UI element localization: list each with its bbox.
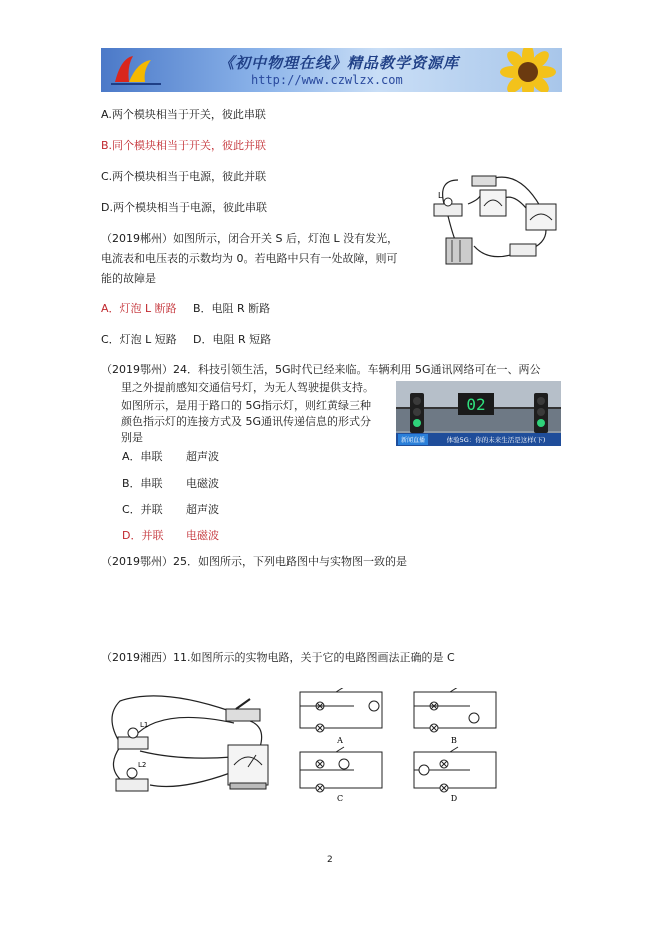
ezhou24-option-c-answer: 超声波	[186, 503, 219, 516]
header-banner	[101, 48, 562, 92]
question-ezhou24-line3: 如图所示，是用于路口的 5G指示灯，则红黄绿三种	[121, 399, 372, 412]
question-ezhou24-line1: （2019鄂州）24．科技引领生活，5G时代已经来临。车辆利用 5G通讯网络可在一、两公	[101, 363, 541, 376]
question-ezhou24-line4: 颜色指示灯的连接方式及 5G通讯传递信息的形式分	[121, 415, 372, 428]
diagram-label-d: D	[450, 794, 458, 803]
ezhou24-option-b-answer: 电磁波	[186, 477, 219, 490]
question-chenzhou-line3: 能的故障是	[101, 272, 156, 285]
resistor-icon	[510, 244, 536, 256]
traffic-light-photo	[396, 381, 561, 446]
question-xiangxi: （2019湘西）11.如图所示的实物电路，关于它的电路图画法正确的是 C	[101, 651, 455, 664]
option-a: A.两个模块相当于开关，彼此串联	[101, 108, 266, 121]
sunflower-icon	[488, 48, 558, 92]
chenzhou-option-c: C．灯泡 L 短路	[101, 333, 177, 346]
battery-icon	[446, 238, 472, 264]
photo-caption: 体验5G：你的未来生活是这样(下)	[446, 436, 546, 444]
question-ezhou24-line5: 别是	[121, 431, 143, 444]
circuit-diagrams-xiangxi	[294, 688, 504, 803]
diagram-label-b: B	[451, 736, 457, 745]
lamp-base-icon	[116, 779, 148, 791]
countdown-number: 02	[466, 395, 486, 414]
switch-icon	[226, 709, 260, 721]
ezhou24-option-d-letter: D．并联	[122, 529, 164, 542]
ezhou24-option-c-letter: C．并联	[122, 503, 163, 516]
banner-url[interactable]: http://www.czwlzx.com	[251, 73, 403, 87]
diagram-label-c: C	[336, 794, 344, 803]
question-ezhou24-line2: 里之外提前感知交通信号灯，为无人驾驶提供支持。	[121, 381, 374, 394]
ezhou24-option-a-answer: 超声波	[186, 450, 219, 463]
lamp-label-L1: L1	[140, 721, 149, 729]
lamp-L1-icon	[128, 728, 138, 738]
lamp-icon	[444, 198, 452, 206]
circuit-figure-chenzhou	[418, 170, 563, 275]
question-ezhou25: （2019鄂州）25．如图所示，下列电路图中与实物图一致的是	[101, 555, 407, 568]
option-b: B.同个模块相当于开关，彼此并联	[101, 139, 267, 152]
question-chenzhou-line1: （2019郴州）如图所示，闭合开关 S 后，灯泡 L 没有发光，	[101, 232, 399, 245]
logo-icon	[107, 52, 165, 88]
lamp-label-L2: L2	[138, 761, 147, 769]
chenzhou-option-a: A．灯泡 L 断路	[101, 302, 177, 315]
option-d: D.两个模块相当于电源，彼此串联	[101, 201, 267, 214]
ezhou24-option-d-answer: 电磁波	[186, 529, 219, 542]
switch-icon	[472, 176, 496, 186]
ammeter-icon	[480, 190, 506, 216]
diagram-label-a: A	[337, 736, 343, 745]
banner-title: 《初中物理在线》精品教学资源库	[219, 54, 460, 72]
ezhou24-option-b-letter: B．串联	[122, 477, 163, 490]
circuit-figure-xiangxi-physical	[100, 687, 290, 795]
lamp-base-icon	[118, 737, 148, 749]
chenzhou-option-b: B．电阻 R 断路	[193, 302, 271, 315]
option-c: C.两个模块相当于电源，彼此并联	[101, 170, 267, 183]
page-number: 2	[327, 855, 333, 865]
lamp-label-L: L	[438, 191, 443, 200]
question-chenzhou-line2: 电流表和电压表的示数均为 0。若电路中只有一处故障，则可	[101, 252, 398, 265]
chenzhou-option-d: D．电阻 R 短路	[193, 333, 272, 346]
photo-tag: 新闻直播	[400, 437, 426, 444]
ezhou24-option-a-letter: A．串联	[122, 450, 163, 463]
lamp-L2-icon	[127, 768, 137, 778]
voltmeter-icon	[526, 204, 556, 230]
